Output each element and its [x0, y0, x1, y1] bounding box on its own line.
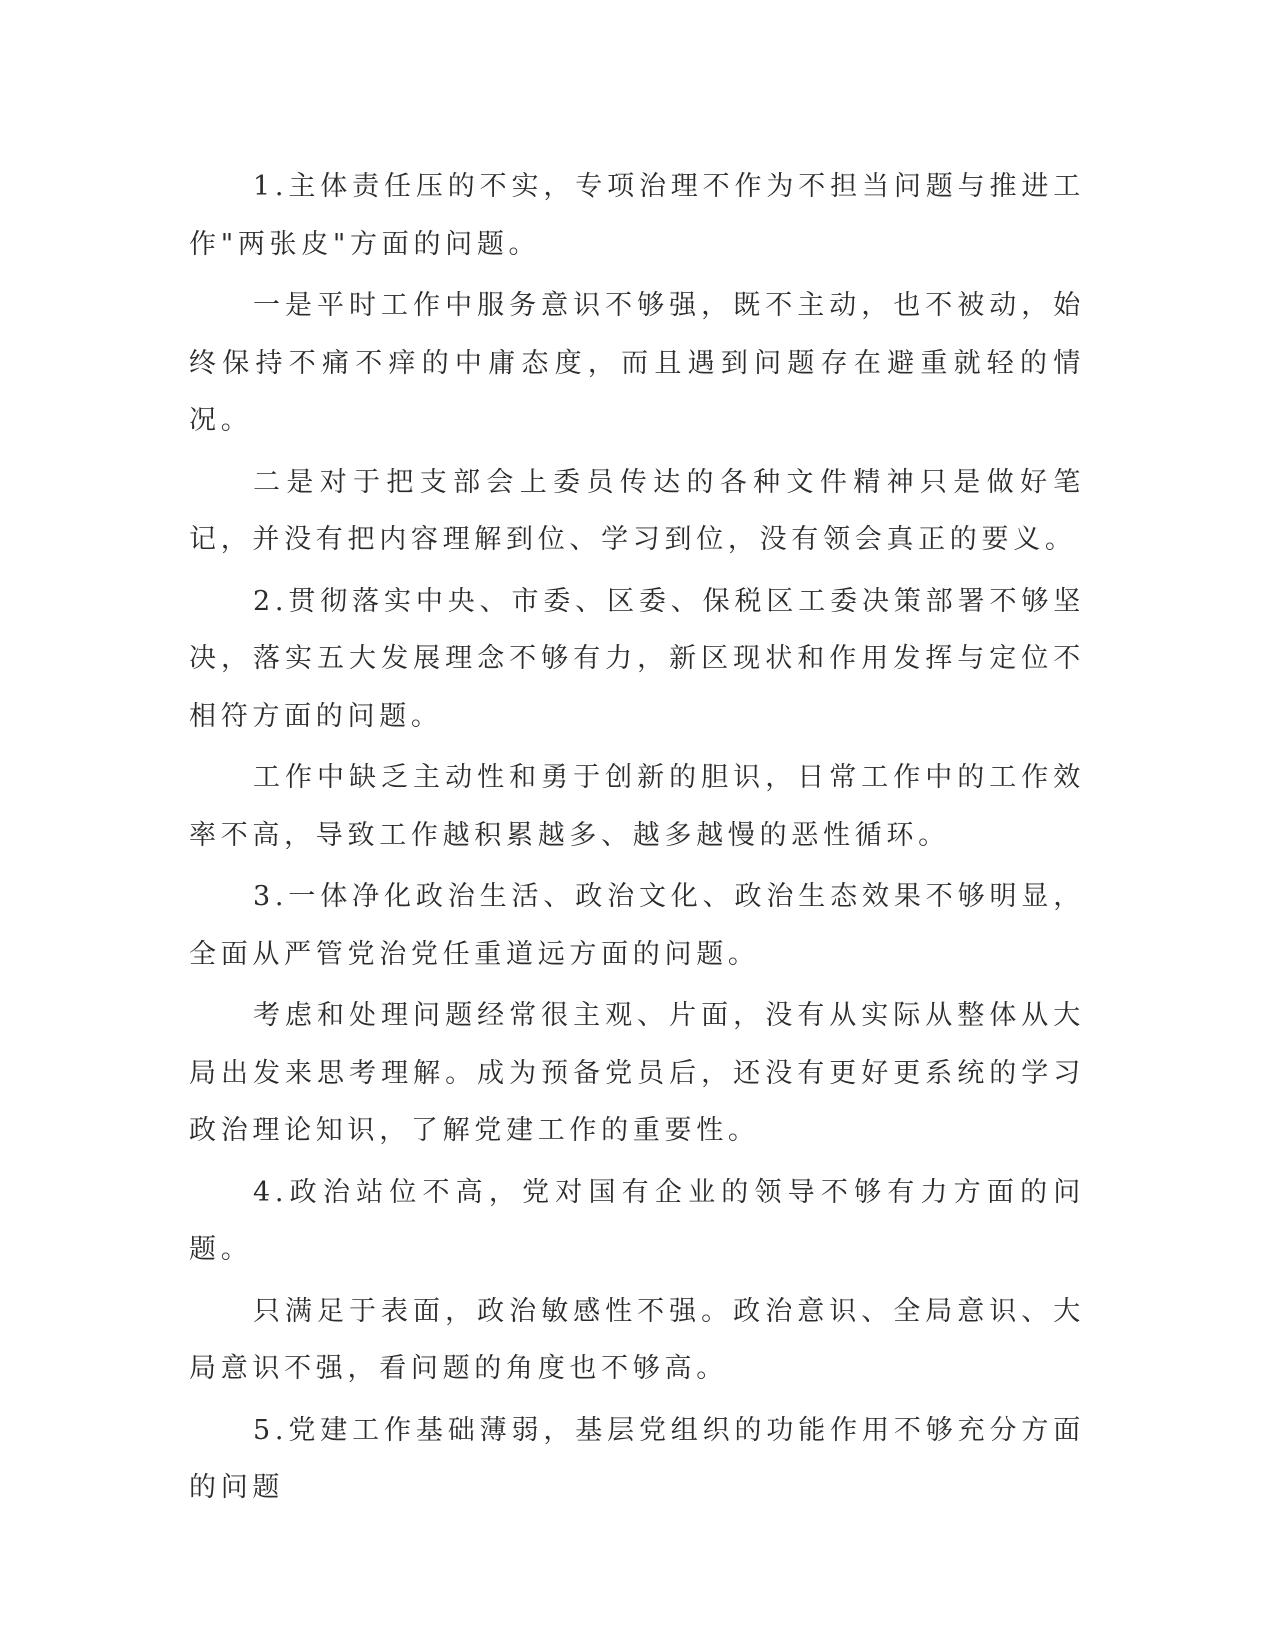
section-heading-4: 4.政治站位不高，党对国有企业的领导不够有力方面的问题。	[189, 1176, 1085, 1265]
document-body	[189, 158, 1085, 1521]
body-paragraph: 一是平时工作中服务意识不够强，既不主动，也不被动，始终保持不痛不痒的中庸态度，而且遇到问题存在避重就轻的情况。	[189, 290, 1085, 436]
section-heading-5: 5.党建工作基础薄弱，基层党组织的功能作用不够充分方面的问题	[189, 1414, 1085, 1503]
section-heading-2: 2.贯彻落实中央、市委、区委、保税区工委决策部署不够坚决，落实五大发展理念不够有力，新区现状和作用发挥与定位不相符方面的问题。	[189, 585, 1085, 732]
body-paragraph: 二是对于把支部会上委员传达的各种文件精神只是做好笔记，并没有把内容理解到位、学习到位，没有领会真正的要义。	[189, 466, 1085, 555]
body-paragraph: 只满足于表面，政治敏感性不强。政治意识、全局意识、大局意识不强，看问题的角度也不够高。	[189, 1295, 1085, 1384]
body-paragraph: 工作中缺乏主动性和勇于创新的胆识，日常工作中的工作效率不高，导致工作越积累越多、越多越慢的恶性循环。	[189, 762, 1085, 851]
body-paragraph: 考虑和处理问题经常很主观、片面，没有从实际从整体从大局出发来思考理解。成为预备党员后，还没有更好更系统的学习政治理论知识，了解党建工作的重要性。	[189, 1000, 1085, 1146]
section-heading-3: 3.一体净化政治生活、政治文化、政治生态效果不够明显，全面从严管党治党任重道远方面的问题。	[189, 881, 1085, 970]
section-heading-1: 1.主体责任压的不实，专项治理不作为不担当问题与推进工作"两张皮"方面的问题。	[189, 171, 1085, 260]
